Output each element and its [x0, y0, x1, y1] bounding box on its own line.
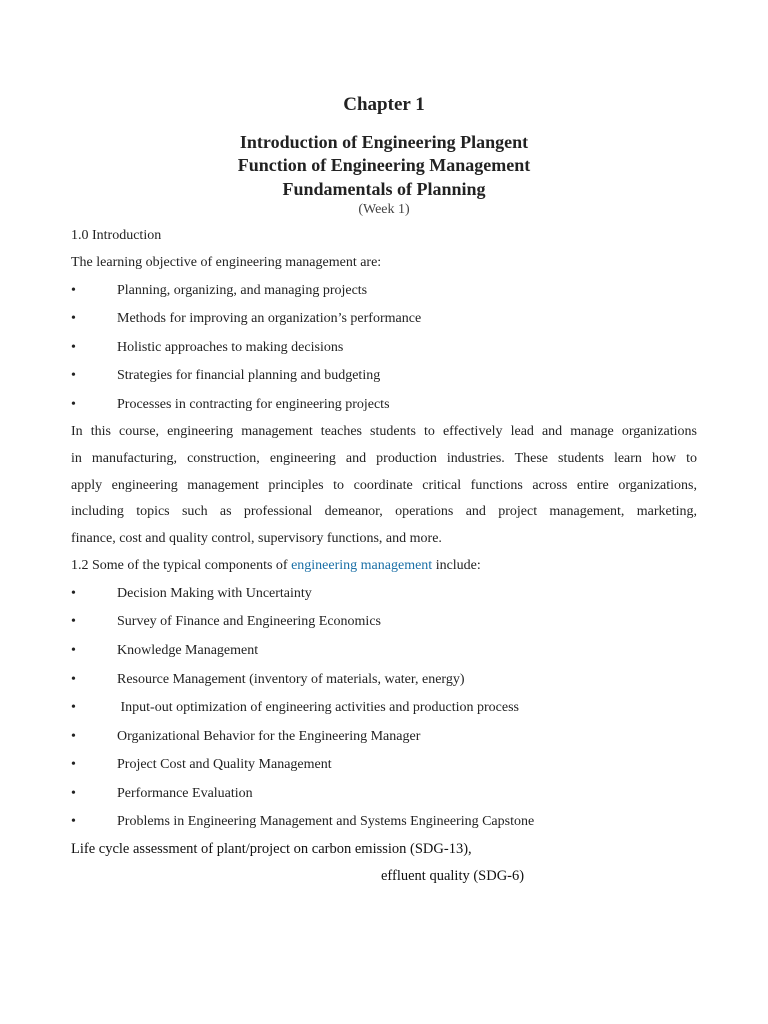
- paragraph-line: apply engineering management principles to coordinate critical functions across entire organizations,: [71, 477, 697, 493]
- paragraph-line: In this course, engineering management teaches students to effectively lead and manage organizations: [71, 424, 697, 439]
- list-item-text: Methods for improving an organization’s performance: [117, 311, 422, 326]
- components-heading-suffix: include:: [432, 558, 481, 573]
- list-item-text: Decision Making with Uncertainty: [117, 586, 312, 601]
- list-item-text: Project Cost and Quality Management: [117, 757, 332, 772]
- list-item: [71, 784, 691, 804]
- list-item-text: Processes in contracting for engineering projects: [117, 397, 390, 412]
- list-item: [71, 395, 691, 415]
- list-item-text: Holistic approaches to making decisions: [117, 340, 344, 355]
- bullet-icon: •: [71, 586, 76, 601]
- list-item-text: Performance Evaluation: [117, 786, 253, 801]
- bullet-icon: •: [71, 700, 76, 715]
- bullet-icon: •: [71, 368, 76, 383]
- lifecycle-note-line-2: effluent quality (SDG-6): [381, 868, 525, 884]
- bullet-icon: •: [71, 786, 76, 801]
- intro-paragraph: [71, 419, 697, 553]
- week-label: (Week 1): [358, 202, 410, 217]
- list-item-text: Knowledge Management: [117, 643, 259, 658]
- paragraph-line: in manufacturing, construction, engineering and production industries. These students learn how to: [71, 450, 697, 466]
- objective-lead: The learning objective of engineering management are:: [71, 255, 382, 270]
- title-line-1: Introduction of Engineering Plangent: [239, 132, 529, 152]
- bullet-icon: •: [71, 397, 76, 412]
- list-item-text: Organizational Behavior for the Engineering Manager: [117, 729, 421, 744]
- list-item-text: Strategies for financial planning and budgeting: [117, 368, 381, 383]
- list-item-text: Survey of Finance and Engineering Economics: [117, 614, 381, 629]
- list-item: [71, 366, 691, 386]
- engineering-management-link[interactable]: engineering management: [291, 558, 433, 573]
- section-heading-introduction: 1.0 Introduction: [71, 228, 162, 243]
- section-heading-components: [71, 556, 481, 576]
- lifecycle-note-line-1: Life cycle assessment of plant/project on carbon emission (SDG-13),: [71, 841, 472, 857]
- list-item: [71, 727, 691, 747]
- list-item: [71, 309, 691, 329]
- list-item: [71, 670, 691, 690]
- paragraph-line: including topics such as professional demeanor, operations and project management, marketing,: [71, 504, 697, 520]
- title-line-3: Fundamentals of Planning: [282, 179, 486, 199]
- list-item: [71, 641, 691, 661]
- paragraph-line: finance, cost and quality control, supervisory functions, and more.: [71, 531, 442, 547]
- list-item-text: Problems in Engineering Management and Systems Engineering Capstone: [117, 814, 535, 829]
- list-item: [71, 698, 691, 718]
- bullet-icon: •: [71, 814, 76, 829]
- bullet-icon: •: [71, 311, 76, 326]
- bullet-icon: •: [71, 757, 76, 772]
- bullet-icon: •: [71, 283, 76, 298]
- bullet-icon: •: [71, 672, 76, 687]
- list-item: [71, 612, 691, 632]
- chapter-heading: Chapter 1: [343, 94, 425, 115]
- list-item: [71, 755, 691, 775]
- list-item: [71, 584, 691, 604]
- bullet-icon: •: [71, 643, 76, 658]
- list-item: [71, 338, 691, 358]
- list-item: [71, 812, 691, 832]
- bullet-icon: •: [71, 729, 76, 744]
- bullet-icon: •: [71, 340, 76, 355]
- bullet-icon: •: [71, 614, 76, 629]
- list-item: [71, 281, 691, 301]
- title-line-2: Function of Engineering Management: [237, 155, 531, 175]
- list-item-text: Resource Management (inventory of materials, water, energy): [117, 672, 465, 687]
- list-item-text: Input-out optimization of engineering activities and production process: [117, 700, 520, 715]
- components-heading-prefix: 1.2 Some of the typical components of: [71, 558, 292, 573]
- list-item-text: Planning, organizing, and managing projects: [117, 283, 368, 298]
